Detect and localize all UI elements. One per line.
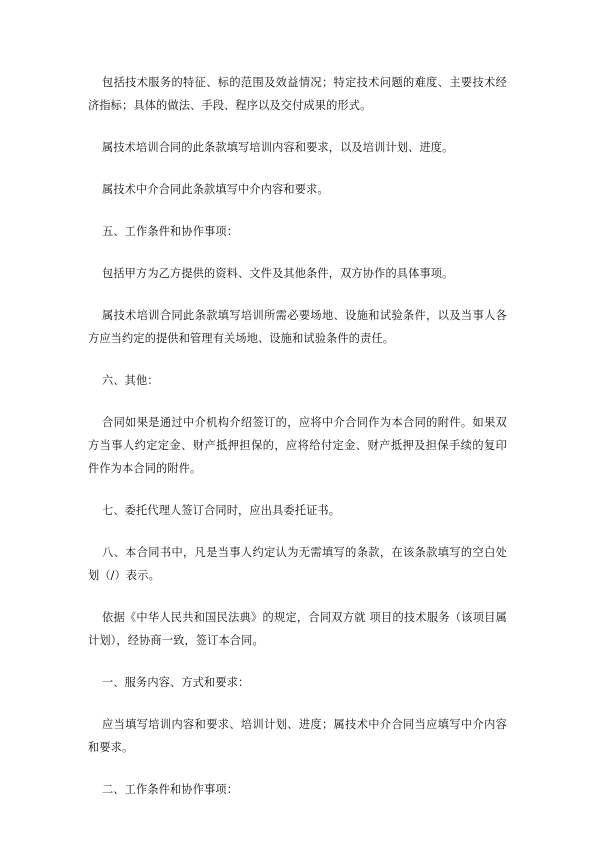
paragraph-service-features: 包括技术服务的特征、标的范围及效益情况；特定技术问题的难度、主要技术经济指标；具体的做法、手段、程序以及交付成果的形式。: [88, 76, 507, 112]
paragraph-section-seven: 七、委托代理人签订合同时，应出具委托证书。: [102, 504, 341, 517]
heading-work-conditions: 二、工作条件和协作事项：: [102, 783, 239, 796]
heading-service-content: 一、服务内容、方式和要求：: [102, 676, 250, 689]
paragraph-intermediary-contract: 属技术中介合同此条款填写中介内容和要求。: [102, 183, 329, 196]
paragraph-party-a-provisions: 包括甲方为乙方提供的资料、文件及其他条件，双方协作的具体事项。: [102, 267, 454, 280]
paragraph-training-contract: 属技术培训合同的此条款填写培训内容和要求，以及培训计划、进度。: [102, 141, 454, 154]
paragraph-training-facilities: 属技术培训合同此条款填写培训所需必要场地、设施和试验条件，以及当事人各方应当约定的提供和管理有关场地、设施和试验条件的责任。: [88, 309, 507, 345]
paragraph-intermediary-attachment: 合同如果是通过中介机构介绍签订的，应将中介合同作为本合同的附件。如果双方当事人约定定金、财产抵押担保的，应将给付定金、财产抵押及担保手续的复印件作为本合同的附件。: [88, 416, 507, 475]
heading-section-six: 六、其他：: [102, 374, 159, 387]
paragraph-section-eight: 八、本合同书中，凡是当事人约定认为无需填写的条款，在该条款填写的空白处划（/）表示。: [88, 546, 507, 582]
paragraph-service-requirements: 应当填写培训内容和要求、培训计划、进度；属技术中介合同当应填写中介内容和要求。: [88, 718, 507, 754]
heading-section-five: 五、工作条件和协作事项：: [102, 225, 239, 238]
paragraph-legal-basis: 依据《中华人民共和国民法典》的规定，合同双方就 项目的技术服务（该项目属计划），经协商一致，签订本合同。: [88, 611, 507, 647]
